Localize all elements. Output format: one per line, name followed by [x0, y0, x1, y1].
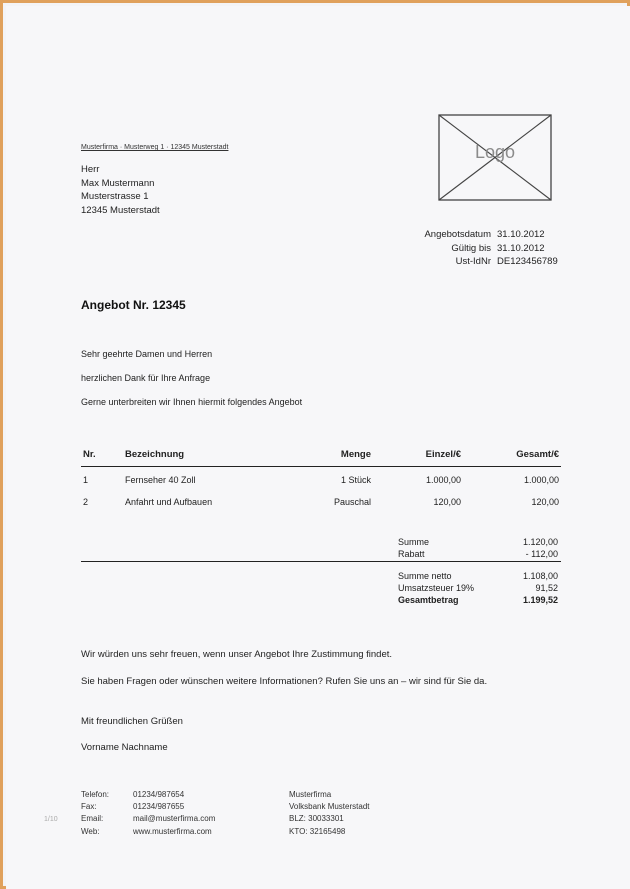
meta-value: 31.10.2012 [497, 229, 545, 240]
page-number: 1/10 [44, 816, 58, 823]
footer-key: Web: [81, 826, 100, 836]
recipient-street: Musterstrasse 1 [81, 191, 149, 203]
col-header-unit: Einzel/€ [425, 449, 461, 460]
cell-total: 1.000,00 [523, 475, 559, 485]
recipient-city: 12345 Musterstadt [81, 204, 160, 216]
meta-key: Gültig bis [451, 242, 491, 254]
cell-nr: 1 [83, 475, 89, 485]
grand-total-label: Gesamtbetrag [398, 595, 459, 605]
vat-label: Umsatzsteuer 19% [398, 583, 475, 593]
col-header-nr: Nr. [83, 449, 96, 460]
offer-meta [391, 228, 567, 269]
footer-value: 01234/987654 [133, 790, 185, 799]
net-label: Summe netto [398, 571, 452, 581]
meta-row-valid [391, 242, 567, 256]
cell-nr: 2 [83, 497, 89, 507]
cell-unit: 120,00 [433, 497, 461, 507]
meta-value: DE123456789 [497, 256, 558, 267]
cell-unit: 1.000,00 [425, 475, 461, 485]
signature-name: Vorname Nachname [81, 742, 168, 753]
closing-line-1: Wir würden uns sehr freuen, wenn unser Angebot Ihre Zustimmung findet. [81, 649, 393, 660]
col-header-total: Gesamt/€ [516, 449, 559, 460]
cell-desc: Fernseher 40 Zoll [125, 475, 196, 485]
meta-row-date [391, 228, 567, 242]
footer-bank-line: Volksbank Musterstadt [289, 802, 370, 812]
regards: Mit freundlichen Grüßen [81, 716, 183, 727]
footer-key: Email: [81, 814, 104, 824]
vat-value: 91,52 [535, 583, 558, 593]
sender-return-address: Musterfirma · Musterweg 1 · 12345 Musterstadt [81, 144, 229, 151]
subtotals-block [398, 536, 558, 560]
footer-row [81, 789, 469, 801]
meta-key: Ust-IdNr [455, 256, 491, 267]
footer-value: www.musterfirma.com [133, 826, 212, 836]
footer-row [81, 826, 469, 838]
table-row [81, 489, 561, 511]
footer-bank-line: KTO: 32165498 [289, 826, 346, 836]
subtotal-value: 1.120,00 [522, 537, 558, 547]
totals-block [398, 570, 558, 606]
footer-value: mail@musterfirma.com [133, 814, 216, 824]
table-row [81, 467, 561, 490]
thanks-line: herzlichen Dank für Ihre Anfrage [81, 373, 211, 383]
totals-divider [81, 561, 561, 562]
recipient-name: Max Mustermann [81, 177, 155, 189]
footer-key: Telefon: [81, 790, 110, 799]
subtotal-row [398, 536, 558, 548]
cell-qty: 1 Stück [340, 475, 371, 485]
meta-value: 31.10.2012 [497, 242, 545, 254]
items-table [81, 446, 561, 511]
discount-label: Rabatt [398, 549, 425, 559]
discount-value: - 112,00 [525, 549, 558, 559]
document-page [6, 6, 630, 889]
table-header-row [81, 446, 561, 467]
discount-row [398, 548, 558, 560]
logo-label: Logo [474, 142, 516, 162]
meta-key: Angebotsdatum [424, 229, 491, 240]
cell-qty: Pauschal [333, 497, 371, 507]
closing-line-2: Sie haben Fragen oder wünschen weitere Informationen? Rufen Sie uns an – wir sind für Sie da. [81, 676, 488, 687]
net-value: 1.108,00 [522, 571, 558, 581]
footer-key: Fax: [81, 802, 97, 812]
greeting: Sehr geehrte Damen und Herren [81, 349, 213, 359]
vat-row [398, 582, 558, 594]
footer-row [81, 801, 469, 813]
recipient-address [81, 163, 160, 217]
footer-bank-line: BLZ: 30033301 [289, 814, 344, 824]
recipient-salutation: Herr [81, 164, 100, 175]
footer-row [81, 813, 469, 825]
grand-total-row [398, 594, 558, 606]
footer-bank-line: Musterfirma [289, 790, 332, 799]
meta-row-vat [391, 255, 567, 269]
footer [81, 789, 469, 838]
offer-title: Angebot Nr. 12345 [81, 298, 186, 312]
offer-intro-line: Gerne unterbreiten wir Ihnen hiermit folgendes Angebot [81, 397, 303, 407]
footer-value: 01234/987655 [133, 802, 185, 812]
cell-desc: Anfahrt und Aufbauen [125, 497, 213, 507]
net-row [398, 570, 558, 582]
cell-total: 120,00 [531, 497, 559, 507]
col-header-qty: Menge [340, 449, 371, 460]
subtotal-label: Summe [398, 537, 430, 547]
grand-total-value: 1.199,52 [522, 595, 558, 605]
col-header-desc: Bezeichnung [125, 449, 185, 460]
